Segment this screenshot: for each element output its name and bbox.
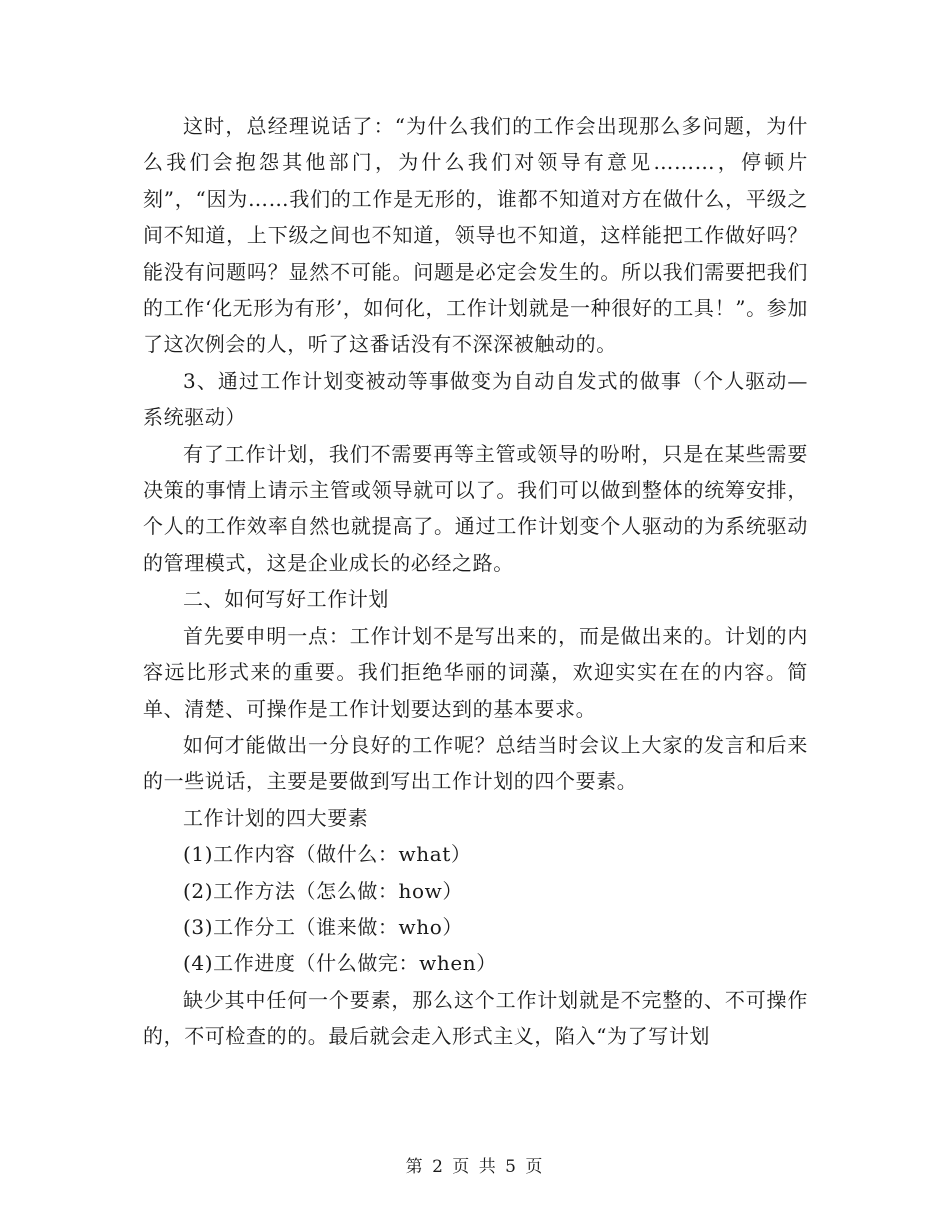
section-heading-how-to-write: 二、如何写好工作计划 [183,587,389,612]
paragraph-how-to-make: 如何才能做出一分良好的工作呢？总结当时会议上大家的发言和后来的一些说话，主要是要做到写出工作计划的四个要素。 [143,732,808,794]
paragraph-missing-element: 缺少其中任何一个要素，那么这个工作计划就是不完整的、不可操作的，不可检查的的。最后就会走入形式主义，陷入“为了写计划 [143,987,808,1049]
list-item-work-method: (2)工作方法（怎么做：how） [183,878,463,903]
page-number-footer: 第 2 页 共 5 页 [405,1157,545,1177]
list-item-work-division: (3)工作分工（谁来做：who） [183,914,463,939]
list-item-work-progress: (4)工作进度（什么做完：when） [183,951,497,976]
paragraph-with-work-plan: 有了工作计划，我们不需要再等主管或领导的吩咐，只是在某些需要决策的事情上请示主管或领导就可以了。我们可以做到整体的统筹安排，个人的工作效率自然也就提高了。通过工作计划变个人驱动的为系统驱动的管理模式，这是企业成长的必经之路。 [143,441,808,575]
list-item-work-content: (1)工作内容（做什么：what） [183,842,472,867]
paragraph-first-declare: 首先要申明一点：工作计划不是写出来的，而是做出来的。计划的内容远比形式来的重要。我们拒绝华丽的词藻，欢迎实实在在的内容。简单、清楚、可操作是工作计划要达到的基本要求。 [143,623,808,721]
list-heading-four-elements: 工作计划的四大要素 [183,805,369,830]
document-body [143,108,808,1055]
paragraph-manager-speech: 这时，总经理说话了：“为什么我们的工作会出现那么多问题，为什么我们会抱怨其他部门，为什么我们对领导有意见………，停顿片刻”，“因为……我们的工作是无形的，谁都不知道对方在做什么，平级之间不知道，上下级之间也不知道，领导也不知道，这样能把工作做好吗？能没有问题吗？显然不可能。问题是必定会发生的。所以我们需要把我们的工作‘化无形为有形’，如何化，工作计划就是一种很好的工具！”。参加了这次例会的人，听了这番话没有不深深被触动的。 [143,114,808,357]
paragraph-point-3-heading: 3、通过工作计划变被动等事做变为自动自发式的做事（个人驱动—系统驱动） [143,368,808,430]
